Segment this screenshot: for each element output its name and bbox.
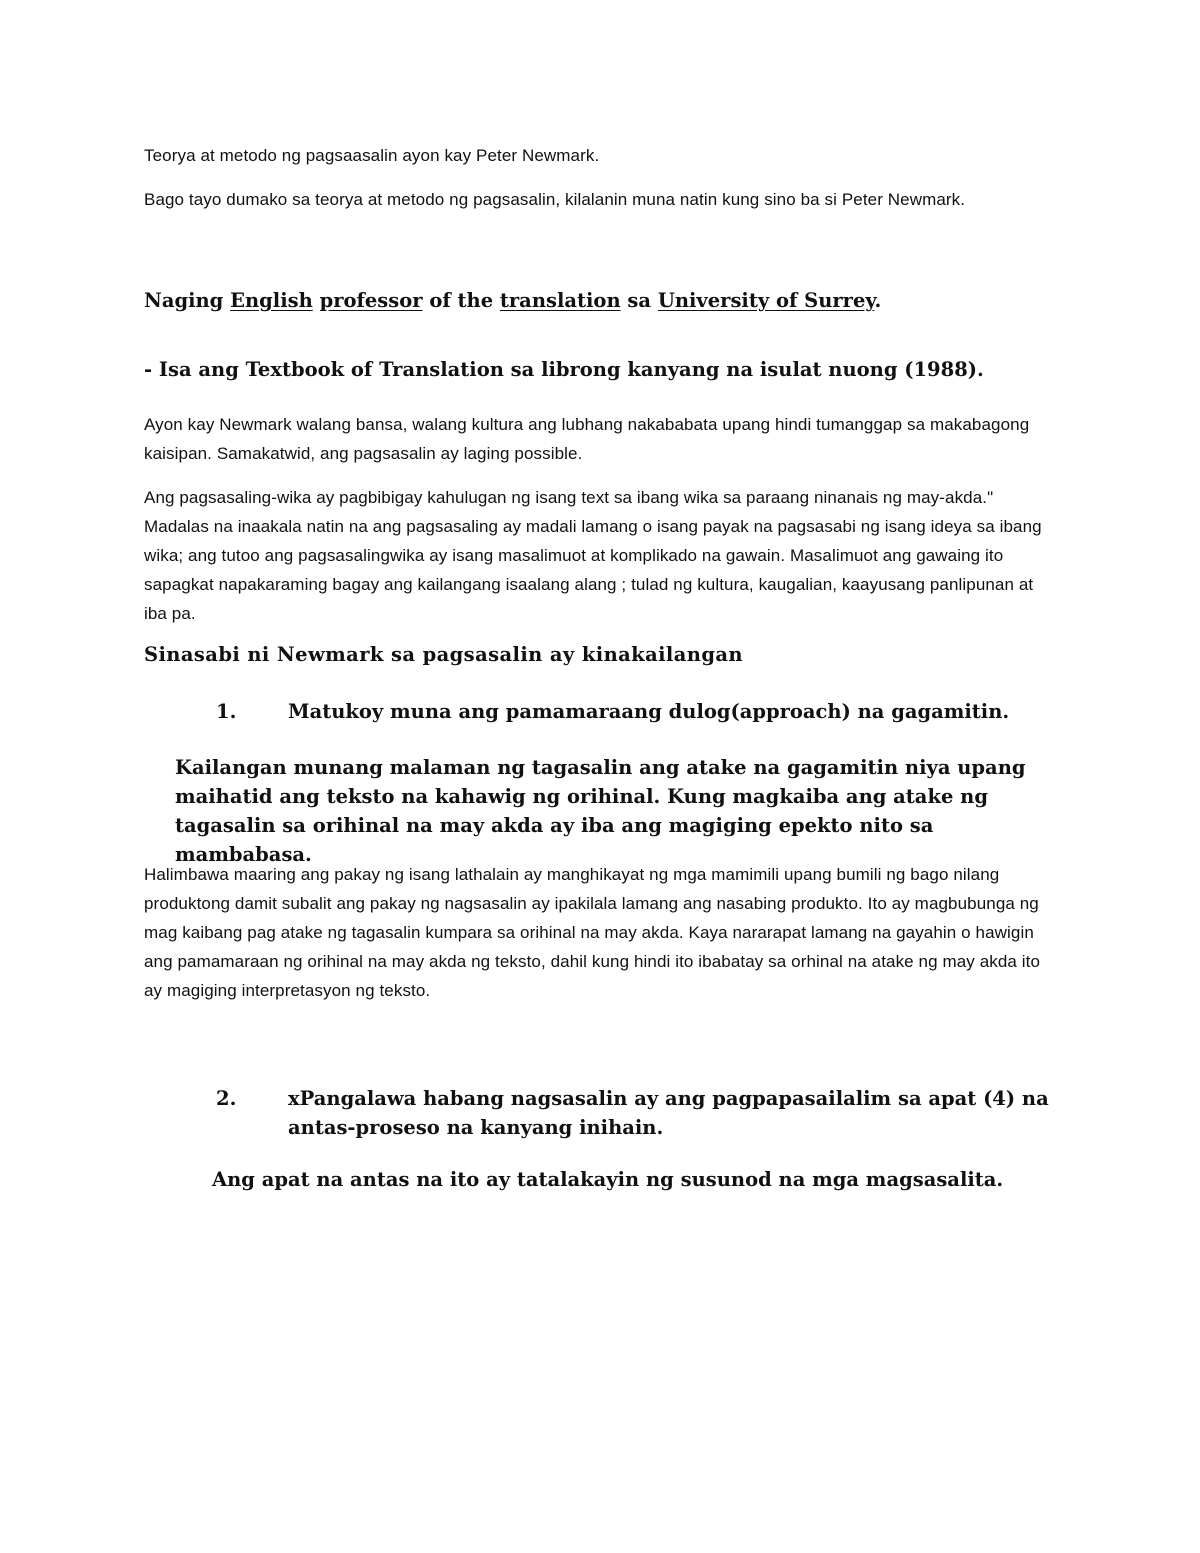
- paragraph-ang: Ang pagsasaling-wika ay pagbibigay kahulugan ng isang text sa ibang wika sa paraang ninanais ng may-akda." Madalas na inaakala natin na ang pagsasaling ay madali lamang o isang payak na pagsasabi ng isang ideya sa ibang wika; ang tutoo ang pagsasalingwika ay isang masalimuot at komplikado na gawain. Masalimuot ang gawaing ito sapagkat napakaraming bagay ang kailangang isaalang alang ; tulad ng kultura, kaugalian, kaayusang panlipunan at iba pa.: [144, 488, 1042, 623]
- list-item-2-text: xPangalawa habang nagsasalin ay ang pagpapasailalim sa apat (4) na antas-proseso na kanyang inihain.: [288, 1087, 1049, 1139]
- heading-sinasabi: Sinasabi ni Newmark sa pagsasalin ay kinakailangan: [144, 643, 744, 666]
- professor-period: .: [874, 289, 882, 312]
- paragraph-ayon: Ayon kay Newmark walang bansa, walang kultura ang lubhang nakababata upang hindi tumanggap sa makabagong kaisipan. Samakatwid, ang pagsasalin ay laging possible.: [144, 415, 1030, 463]
- professor-word-university: University of Surrey: [657, 289, 875, 312]
- list-item-2: [216, 1084, 1088, 1142]
- professor-word-of-the: of the: [429, 289, 494, 312]
- intro-paragraph: Bago tayo dumako sa teorya at metodo ng pagsasalin, kilalanin muna natin kung sino ba si Peter Newmark.: [144, 190, 966, 209]
- list-item-1-text: Matukoy muna ang pamamaraang dulog(approach) na gagamitin.: [288, 700, 1010, 723]
- professor-word-naging: Naging: [144, 289, 224, 312]
- list-item-2-number: 2.: [216, 1087, 237, 1110]
- paragraph-halimbawa: Halimbawa maaring ang pakay ng isang lathalain ay manghikayat ng mga mamimili upang bumili ng bago nilang produktong damit subalit ang pakay ng nagsasalin ay ipakilala lamang ang nasabing produkto. Ito ay magbubunga ng mag kaibang pag atake ng tagasalin kumpara sa orihinal na may akda. Kaya nararapat lamang na gayahin o hawigin ang pamamaraan ng orihinal na may akda ng teksto, dahil kung hindi ito ibabatay sa orhinal na atake ng may akda ito ay magiging interpretasyon ng teksto.: [144, 865, 1041, 1000]
- title-line: Teorya at metodo ng pagsaasalin ayon kay Peter Newmark.: [144, 146, 600, 165]
- professor-line: [144, 286, 1056, 315]
- textbook-line: - Isa ang Textbook of Translation sa librong kanyang na isulat nuong (1988).: [144, 358, 984, 381]
- professor-word-english: English: [230, 289, 313, 312]
- closing-line: Ang apat na antas na ito ay tatalakayin ng susunod na mga magsasalita.: [212, 1168, 1004, 1191]
- professor-word-sa: sa: [627, 289, 652, 312]
- list-item-1: [216, 697, 1078, 726]
- paragraph-kailangan: Kailangan munang malaman ng tagasalin ang atake na gagamitin niya upang maihatid ang teksto na kahawig ng orihinal. Kung magkaiba ang atake ng tagasalin sa orihinal na may akda ay iba ang magiging epekto nito sa mambabasa.: [175, 756, 1026, 866]
- list-item-1-number: 1.: [216, 700, 237, 723]
- professor-word-translation: translation: [499, 289, 621, 312]
- professor-word-professor: professor: [319, 289, 423, 312]
